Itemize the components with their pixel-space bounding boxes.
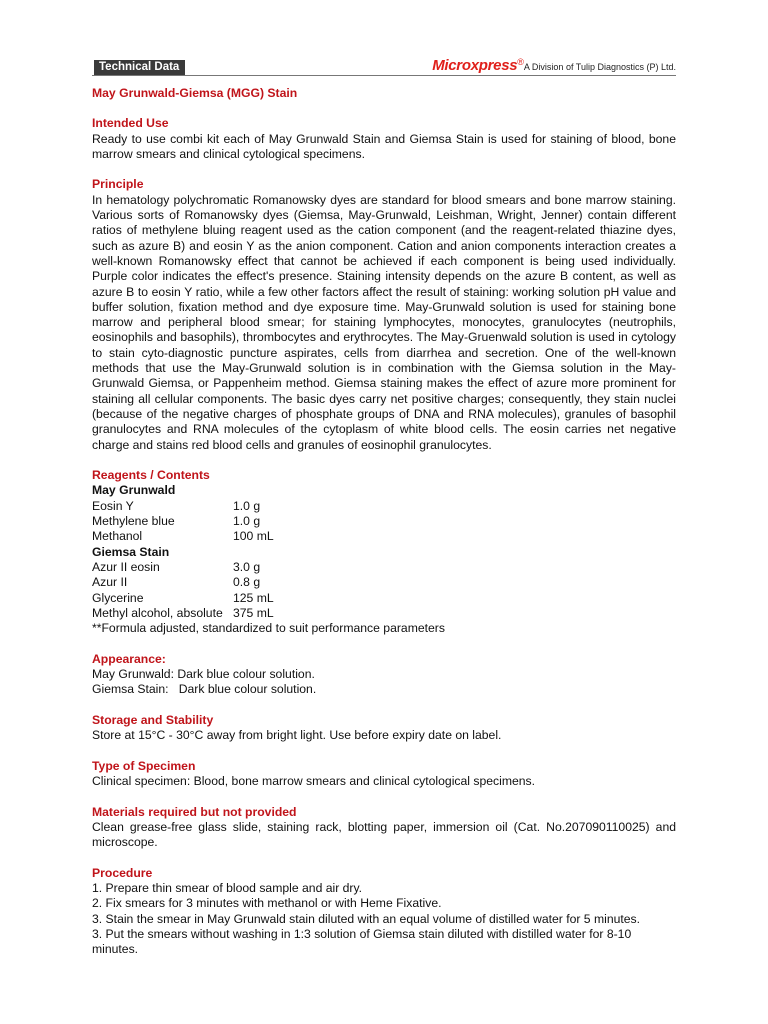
reagent-row [92,499,676,514]
reagent-amount: 1.0 g [233,514,261,529]
header-divider [92,75,676,76]
reagent-group-title: Giemsa Stain [92,544,170,559]
appearance-line: Giemsa Stain: Dark blue colour solution. [92,682,317,697]
storage-section [92,713,676,744]
formula-note: **Formula adjusted, standardized to suit performance parameters [92,621,445,636]
reagent-row [92,514,676,529]
section-heading: Intended Use [92,116,169,131]
reagents-section [92,468,676,636]
appearance-line: May Grunwald: Dark blue colour solution. [92,666,315,681]
section-text: Ready to use combi kit each of May Grunwald Stain and Giemsa Stain is used for staining of blood, bone marrow smears and clinical cytological specimens. [92,131,676,161]
reagent-amount: 100 mL [233,529,274,544]
section-text: Clinical specimen: Blood, bone marrow smears and clinical cytological specimens. [92,774,536,789]
reagent-row [92,529,676,544]
reagent-amount: 1.0 g [233,498,261,513]
procedure-step: 3. Put the smears without washing in 1:3 solution of Giemsa stain diluted with distilled water for 8-10 minutes. [92,927,632,957]
technical-data-badge: Technical Data [94,60,185,75]
section-heading: Materials required but not provided [92,804,297,819]
reagent-name: Methanol [92,529,143,544]
reagent-name: Azur II eosin [92,559,160,574]
intended-use-section [92,116,676,162]
section-text: Clean grease-free glass slide, staining rack, blotting paper, immersion oil (Cat. No.207090110025) and microscope. [92,819,676,850]
procedure-step: 3. Stain the smear in May Grunwald stain diluted with an equal volume of distilled water for 5 minutes. [92,911,641,926]
section-heading: Storage and Stability [92,712,214,727]
section-heading: Type of Specimen [92,758,196,773]
reagent-amount: 375 mL [233,605,274,620]
reagent-name: Glycerine [92,590,144,605]
page-title: May Grunwald-Giemsa (MGG) Stain [92,86,298,100]
section-text: In hematology polychromatic Romanowsky dyes are standard for blood smears and bone marrow staining. Various sorts of Romanowsky dyes (Giemsa, May-Grunwald, Leishman, Wright, Jenner) contain different ratios of methylene bluing reagent used as the cation component (and the reagent-related thiazine dyes, such as azure B) and eosin Y as the anion component. Cation and anion components interaction creates a well-known Romanowsky effect that cannot be achieved if each component is being used individually. Purple color indicates the effect's presence. Staining intensity depends on the azure B content, as well as azure B to eosin Y ratio, while a few other factors affect the result of staining: working solution pH value and buffer solution, fixation method and dye exposure time. May-Grunwald solution is used for staining bone marrow and peripheral blood smear; for staining lymphocytes, monocytes, granulocytes (neutrophils, eosinophils and basophils), thrombocytes and erythrocytes. The May-Gruenwald solution is used in cytology to stain cyto-diagnostic puncture aspirates, cells from diarrhea and secretion. One of the well-known methods that use the May-Grunwald solution is in combination with the Giemsa solution in the May-Grunwald Giemsa, or Pappenheim method. Giemsa staining makes the effect of azure more prominent for staining all cellular components. The basic dyes carry net positive charges; consequently, they stain nuclei (because of the negative charges of phosphate groups of DNA and RNA molecules), granules of basophil granulocytes and RNA molecules of the cytoplasm of white blood cells. The eosin carries net negative charge and stains red blood cells and granules of eosinophil granulocytes. [92,192,676,452]
procedure-step: 2. Fix smears for 3 minutes with methanol or with Heme Fixative. [92,896,442,911]
procedure-step: 1. Prepare thin smear of blood sample and air dry. [92,881,363,896]
reagent-name: Methylene blue [92,514,175,529]
reagent-row [92,575,676,590]
reagent-amount: 0.8 g [233,575,261,590]
brand-mark: ® [517,57,524,67]
principle-section [92,177,676,452]
company-logo [432,57,676,75]
division-text: A Division of Tulip Diagnostics (P) Ltd. [523,62,676,72]
section-text: Store at 15°C - 30°C away from bright light. Use before expiry date on label. [92,728,502,743]
reagent-amount: 125 mL [233,590,274,605]
brand-name: Microxpress [432,57,518,74]
reagent-row [92,606,676,621]
reagent-name: Methyl alcohol, absolute [92,605,223,620]
reagent-amount: 3.0 g [233,559,261,574]
section-heading: Principle [92,177,144,192]
reagent-name: Azur II [92,575,128,590]
reagent-row [92,591,676,606]
reagent-name: Eosin Y [92,498,134,513]
reagent-row [92,560,676,575]
reagent-group-title: May Grunwald [92,483,176,498]
section-heading: Procedure [92,865,153,880]
document-header [92,58,676,76]
appearance-section [92,652,676,698]
section-heading: Appearance: [92,651,166,666]
specimen-section [92,759,676,790]
document-body [92,86,676,973]
procedure-section [92,866,676,958]
materials-section [92,805,676,851]
section-heading: Reagents / Contents [92,468,210,483]
